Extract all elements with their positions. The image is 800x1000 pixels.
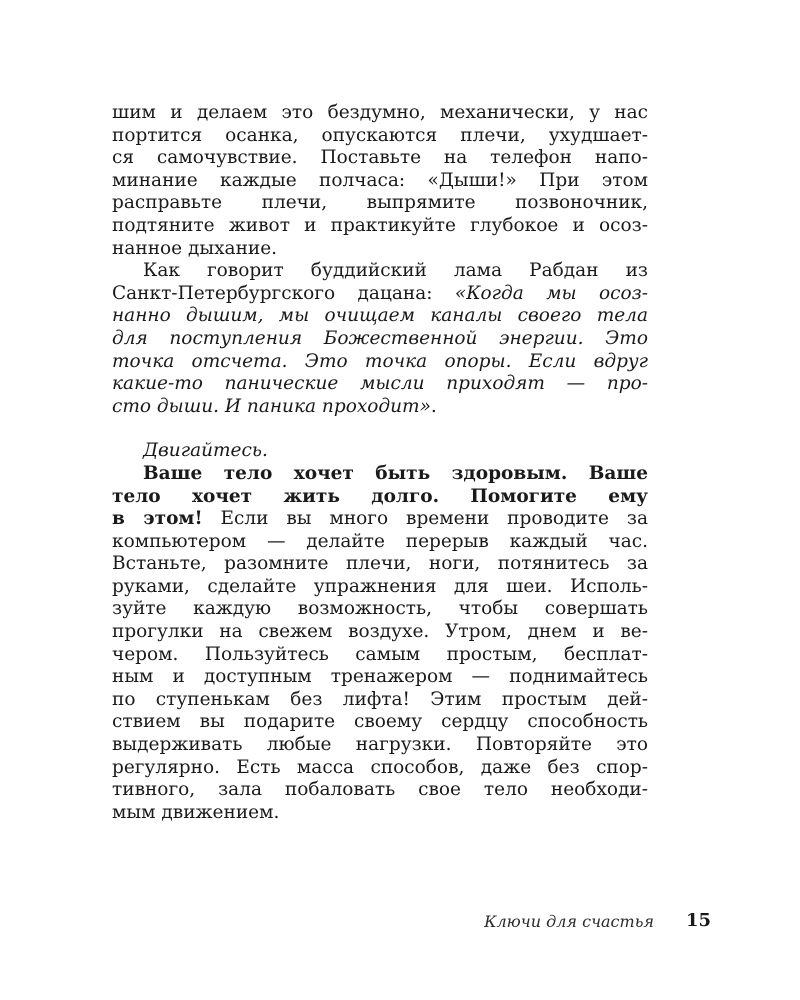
- text-line: [112, 508, 648, 531]
- text-line: ным и доступным тренажером — поднимайтесь: [112, 666, 648, 688]
- bold-line: тело хочет жить долго. Помогите ему: [112, 485, 648, 507]
- text-segment: Если вы много времени проводите за: [202, 508, 648, 530]
- text-line: чером. Пользуйтесь самым простым, бесплат-: [112, 643, 648, 665]
- text-line: шим и делаем это бездумно, механически, у нас: [112, 102, 648, 123]
- bold-line: Ваше тело хочет быть здоровым. Ваше: [143, 462, 648, 484]
- bold-segment: в этом!: [112, 508, 203, 530]
- quote-segment: «Когда мы осоз-: [454, 282, 648, 304]
- text-line: тивного, зала побаловать свое тело необходи-: [112, 779, 648, 801]
- text-line: Как говорит буддийский лама Рабдан из: [143, 260, 648, 282]
- text-line: зуйте каждую возможность, чтобы совершать: [112, 598, 648, 620]
- text-line: по ступенькам без лифта! Этим простым дей-: [112, 688, 648, 710]
- page-number: 15: [686, 910, 712, 931]
- text-line: минание каждые полчаса: «Дыши!» При этом: [112, 169, 648, 191]
- text-line: руками, сделайте упражнения для шеи. Исполь-: [112, 575, 648, 597]
- text-line: Встаньте, разомните плечи, ноги, потянитесь за: [112, 553, 648, 575]
- paragraph-breathing: [112, 102, 648, 260]
- running-title: Ключи для счастья: [484, 912, 654, 931]
- text-line: регулярно. Есть масса способов, даже без спор-: [112, 756, 648, 778]
- text-line: мым движением.: [112, 801, 280, 823]
- quote-line: для поступления Божественной энергии. Это: [112, 327, 648, 349]
- text-line: [112, 396, 648, 419]
- text-line: нанное дыхание.: [112, 237, 278, 259]
- text-line: подтяните живот и практикуйте глубокое и осоз-: [112, 214, 648, 236]
- text-line: портится осанка, опускаются плечи, ухудшает-: [112, 124, 648, 146]
- paragraph-lama-quote: [112, 260, 648, 418]
- text-line: ся самочувствие. Поставьте на телефон напо-: [112, 147, 648, 169]
- quote-line: точка отсчета. Это точка опоры. Если вдруг: [112, 350, 648, 372]
- text-line: прогулки на свежем воздухе. Утром, днем и ве-: [112, 621, 648, 643]
- text-line: компьютером — делайте перерыв каждый час.: [112, 530, 648, 552]
- text-segment: Санкт-Петербургского дацана:: [112, 282, 455, 304]
- quote-line: нанно дышим, мы очищаем каналы своего тела: [112, 305, 648, 327]
- quote-segment: сто дыши. И паника проходит»: [112, 395, 431, 417]
- heading-move: Двигайтесь.: [143, 440, 268, 462]
- paragraph-gap: [112, 418, 648, 440]
- quote-line: какие-то панические мысли приходят — про-: [112, 373, 648, 395]
- section-heading: [112, 440, 648, 463]
- text-line: ствием вы подарите своему сердцу способность: [112, 711, 648, 733]
- page-text: [112, 102, 648, 824]
- text-line: расправьте плечи, выпрямите позвоночник,: [112, 192, 648, 214]
- text-line: [112, 283, 648, 306]
- paragraph-movement: [112, 463, 648, 825]
- text-line: выдерживать любые нагрузки. Повторяйте это: [112, 734, 648, 756]
- page-footer: [0, 912, 800, 942]
- text-segment: .: [430, 395, 437, 417]
